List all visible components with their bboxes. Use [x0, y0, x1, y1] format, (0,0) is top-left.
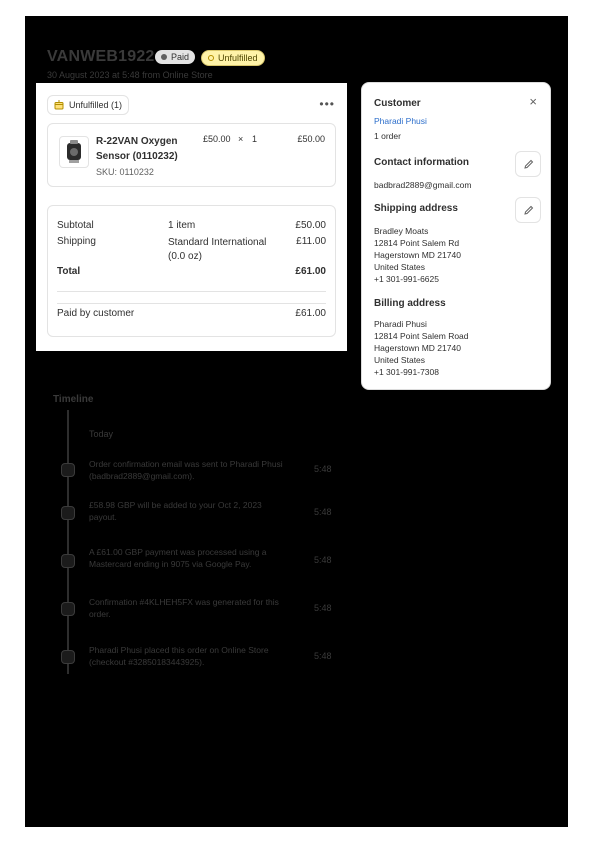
timeline-event-line: Confirmation #4KLHEH5FX was generated for this [89, 597, 279, 607]
timeline-event-dot [61, 463, 75, 477]
contact-email[interactable]: badbrad2889@gmail.com [374, 180, 472, 190]
shipping-address-line: United States [374, 262, 426, 272]
timeline-event-text [89, 499, 294, 523]
unfulfilled-section-tag [47, 95, 129, 115]
billing-address [374, 318, 469, 378]
timeline-event-line: order. [89, 609, 111, 619]
unit-price: £50.00 [203, 134, 231, 144]
timeline-event-time: 5:48 [314, 464, 332, 474]
total-label: Total [57, 266, 81, 277]
line-total: £50.00 [297, 134, 325, 144]
product-name-line1: R-22VAN Oxygen [96, 136, 178, 147]
timeline-event-line: (badbrad2889@gmail.com). [89, 471, 195, 481]
timeline-event-time: 5:48 [314, 651, 332, 661]
timeline-event-line: A £61.00 GBP payment was processed using a [89, 547, 267, 557]
timeline-event-dot [61, 506, 75, 520]
shipping-method [168, 236, 266, 264]
more-actions-icon[interactable]: ••• [319, 97, 335, 111]
status-dot-icon [161, 54, 167, 60]
timeline-line [67, 410, 69, 674]
timeline-event-text [89, 546, 294, 570]
customer-panel [361, 82, 551, 390]
customer-order-count[interactable]: 1 order [374, 131, 401, 141]
timeline-event-text [89, 644, 294, 668]
unfulfilled-status-badge [201, 50, 265, 66]
shipping-address-line: 12814 Point Salem Rd [374, 238, 460, 248]
shipping-address-line: +1 301-991-6625 [374, 274, 439, 284]
paid-badge-label: Paid [171, 52, 190, 62]
package-icon [54, 100, 64, 110]
subtotal-items: 1 item [168, 220, 196, 231]
timeline-event-text [89, 596, 294, 620]
oxygen-sensor-icon [64, 140, 84, 164]
shipping-label: Shipping [57, 236, 96, 247]
timeline-event-text [89, 458, 294, 482]
billing-address-line: United States [374, 355, 426, 365]
billing-address-line: Hagerstown MD 21740 [374, 343, 461, 353]
timeline-event-line: Pharadi Phusi placed this order on Online Store [89, 645, 269, 655]
product-name-line2: Sensor (0110232) [96, 151, 178, 162]
paid-by-customer-label: Paid by customer [57, 308, 135, 319]
paid-by-customer-value: £61.00 [295, 308, 326, 319]
multiply-sign: × [238, 134, 244, 144]
billing-address-heading: Billing address [374, 298, 446, 309]
subtotal-value: £50.00 [295, 220, 326, 231]
status-ring-icon [208, 55, 214, 61]
subtotal-label: Subtotal [57, 220, 94, 231]
timeline-event-dot [61, 554, 75, 568]
timeline-event-line: (checkout #32850183443925). [89, 657, 205, 667]
order-subtitle: 30 August 2023 at 5:48 from Online Store [47, 70, 213, 80]
order-title: VANWEB1922 [47, 48, 155, 65]
contact-info-heading: Contact information [374, 157, 469, 168]
close-icon[interactable]: × [529, 94, 537, 109]
shipping-address-line: Bradley Moats [374, 226, 429, 236]
shipping-value: £11.00 [296, 236, 326, 247]
total-value: £61.00 [295, 266, 326, 277]
shipping-method-line2: (0.0 oz) [168, 251, 202, 262]
timeline-event-time: 5:48 [314, 603, 332, 613]
timeline-heading: Timeline [53, 394, 94, 405]
timeline-event-line: payout. [89, 512, 117, 522]
timeline-event-dot [61, 650, 75, 664]
shipping-address-line: Hagerstown MD 21740 [374, 250, 461, 260]
unfulfilled-badge-label: Unfulfilled [218, 53, 258, 63]
timeline-event-time: 5:48 [314, 507, 332, 517]
timeline-event-dot [61, 602, 75, 616]
timeline-event-line: Order confirmation email was sent to Pharadi Phusi [89, 459, 283, 469]
shipping-address-heading: Shipping address [374, 203, 458, 214]
product-name[interactable] [96, 134, 178, 164]
billing-address-line: +1 301-991-7308 [374, 367, 439, 377]
edit-shipping-address-button[interactable] [515, 197, 541, 223]
product-sku: SKU: 0110232 [96, 167, 154, 177]
line-item-card [47, 123, 336, 187]
pencil-icon [523, 159, 534, 170]
edit-contact-button[interactable] [515, 151, 541, 177]
quantity: 1 [252, 134, 258, 144]
customer-name-link[interactable]: Pharadi Phusi [374, 116, 427, 126]
billing-address-line: 12814 Point Salem Road [374, 331, 469, 341]
shipping-address [374, 225, 461, 285]
timeline-date: Today [89, 429, 114, 439]
unfulfilled-section-label: Unfulfilled (1) [69, 100, 123, 110]
paid-status-badge [155, 50, 195, 64]
timeline-event-line: £58.98 GBP will be added to your Oct 2, 2023 [89, 500, 262, 510]
timeline-event-time: 5:48 [314, 555, 332, 565]
customer-heading: Customer [374, 98, 421, 109]
product-image[interactable] [59, 136, 89, 168]
billing-address-line: Pharadi Phusi [374, 319, 427, 329]
shipping-method-line1: Standard International [168, 237, 267, 248]
timeline-event-line: Mastercard ending in 9075 via Google Pay. [89, 559, 252, 569]
payment-summary-card [47, 205, 336, 337]
order-main-panel [36, 83, 347, 351]
divider [57, 303, 326, 304]
pencil-icon [523, 205, 534, 216]
divider [57, 291, 326, 292]
